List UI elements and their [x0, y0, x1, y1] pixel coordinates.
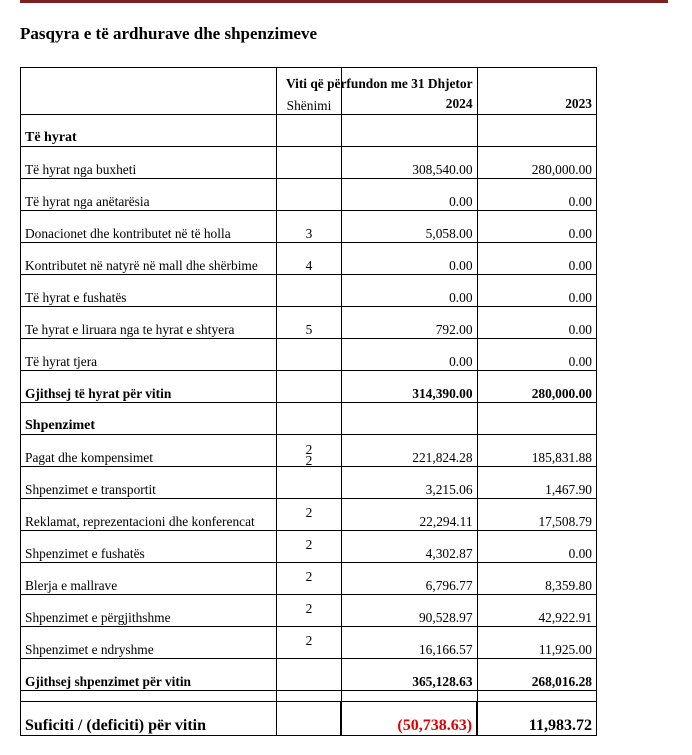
total-label: Gjithsej shpenzimet për vitin	[21, 659, 277, 691]
expenses-section-row	[21, 403, 597, 435]
row-current: 308,540.00	[341, 147, 477, 179]
row-prior: 42,922.91	[477, 595, 596, 627]
table-row	[21, 531, 597, 563]
table-row	[21, 147, 597, 179]
row-label: Të hyrat e fushatës	[21, 275, 277, 307]
row-current: 90,528.97	[341, 595, 477, 627]
row-label: Shpenzimet e ndryshme	[21, 627, 277, 659]
row-current: 792.00	[341, 307, 477, 339]
year-current: 2024	[445, 96, 473, 111]
revenue-total-row	[21, 371, 597, 403]
row-note	[277, 179, 342, 211]
row-label: Donacionet dhe kontributet në të holla	[21, 211, 277, 243]
row-note-value: 2	[305, 505, 313, 520]
row-prior: 185,831.88	[477, 435, 596, 467]
page-title: Pasqyra e të ardhurave dhe shpenzimeve	[20, 24, 318, 43]
total-prior: 280,000.00	[477, 371, 596, 403]
table-row	[21, 211, 597, 243]
row-note	[277, 467, 342, 499]
row-note-value: 2	[305, 442, 313, 457]
row-label: Te hyrat e liruara nga te hyrat e shtyera	[21, 307, 277, 339]
table-row	[21, 563, 597, 595]
result-prior: 11,983.72	[477, 702, 596, 736]
header-blank	[21, 68, 277, 115]
row-prior: 0.00	[477, 243, 596, 275]
row-current: 3,215.06	[341, 467, 477, 499]
total-current: 365,128.63	[341, 659, 477, 691]
row-note	[277, 595, 342, 627]
row-label: Kontributet në natyrë në mall dhe shërbime	[21, 243, 277, 275]
row-prior: 0.00	[477, 339, 596, 371]
total-current: 314,390.00	[341, 371, 477, 403]
row-current: 0.00	[341, 179, 477, 211]
spacer-row	[21, 691, 597, 702]
row-prior: 0.00	[477, 211, 596, 243]
table-row	[21, 275, 597, 307]
row-current: 16,166.57	[341, 627, 477, 659]
row-note-value: 2	[305, 453, 313, 468]
row-note	[277, 147, 342, 179]
table-row	[21, 307, 597, 339]
row-label: Shpenzimet e transportit	[21, 467, 277, 499]
row-note	[277, 627, 342, 659]
row-current: 0.00	[341, 339, 477, 371]
row-label: Reklamat, reprezentacioni dhe konferencat	[21, 499, 277, 531]
row-note	[277, 339, 342, 371]
table-row	[21, 243, 597, 275]
row-label: Të hyrat tjera	[21, 339, 277, 371]
row-prior: 8,359.80	[477, 563, 596, 595]
section-label: Shpenzimet	[21, 403, 277, 435]
prior-year-header	[477, 68, 596, 115]
row-note: 5	[277, 307, 342, 339]
row-prior: 0.00	[477, 275, 596, 307]
period-label: Viti që përfundon me 31 Dhjetor	[285, 76, 473, 91]
table-row	[21, 627, 597, 659]
row-prior: 280,000.00	[477, 147, 596, 179]
top-rule	[20, 0, 668, 3]
row-note	[277, 275, 342, 307]
row-note-value: 2	[305, 537, 313, 552]
table-row	[21, 499, 597, 531]
row-prior: 0.00	[477, 531, 596, 563]
table-row	[21, 339, 597, 371]
row-current: 0.00	[341, 243, 477, 275]
table-row	[21, 595, 597, 627]
row-note	[277, 563, 342, 595]
row-note	[277, 531, 342, 563]
revenue-section-row	[21, 115, 597, 147]
expenses-total-row	[21, 659, 597, 691]
row-note-value: 2	[305, 569, 313, 584]
row-label: Shpenzimet e fushatës	[21, 531, 277, 563]
row-label: Shpenzimet e përgjithshme	[21, 595, 277, 627]
row-current: 4,302.87	[341, 531, 477, 563]
table-row	[21, 179, 597, 211]
row-current: 0.00	[341, 275, 477, 307]
year-prior: 2023	[565, 96, 592, 111]
row-label: Të hyrat nga buxheti	[21, 147, 277, 179]
row-note-value: 2	[305, 633, 313, 648]
row-note: 3	[277, 211, 342, 243]
row-current: 221,824.28	[341, 435, 477, 467]
row-note: 4	[277, 243, 342, 275]
row-note	[277, 435, 342, 467]
row-note-value: 2	[305, 601, 313, 616]
row-prior: 1,467.90	[477, 467, 596, 499]
row-prior: 0.00	[477, 179, 596, 211]
row-prior: 17,508.79	[477, 499, 596, 531]
row-note	[277, 499, 342, 531]
table-row	[21, 435, 597, 467]
section-label: Të hyrat	[21, 115, 277, 147]
result-label: Suficiti / (deficiti) për vitin	[21, 702, 277, 736]
row-label: Të hyrat nga anëtarësia	[21, 179, 277, 211]
income-statement-table	[20, 67, 597, 736]
total-label: Gjithsej të hyrat për vitin	[21, 371, 277, 403]
note-column-header: Shënimi	[277, 68, 342, 115]
row-label: Blerja e mallrave	[21, 563, 277, 595]
row-prior: 11,925.00	[477, 627, 596, 659]
row-current: 5,058.00	[341, 211, 477, 243]
result-current: (50,738.63)	[341, 702, 477, 736]
result-row	[21, 702, 597, 736]
table-row	[21, 467, 597, 499]
row-current: 22,294.11	[341, 499, 477, 531]
header-row	[21, 68, 597, 115]
row-current: 6,796.77	[341, 563, 477, 595]
row-label: Pagat dhe kompensimet	[21, 435, 277, 467]
total-prior: 268,016.28	[477, 659, 596, 691]
row-prior: 0.00	[477, 307, 596, 339]
